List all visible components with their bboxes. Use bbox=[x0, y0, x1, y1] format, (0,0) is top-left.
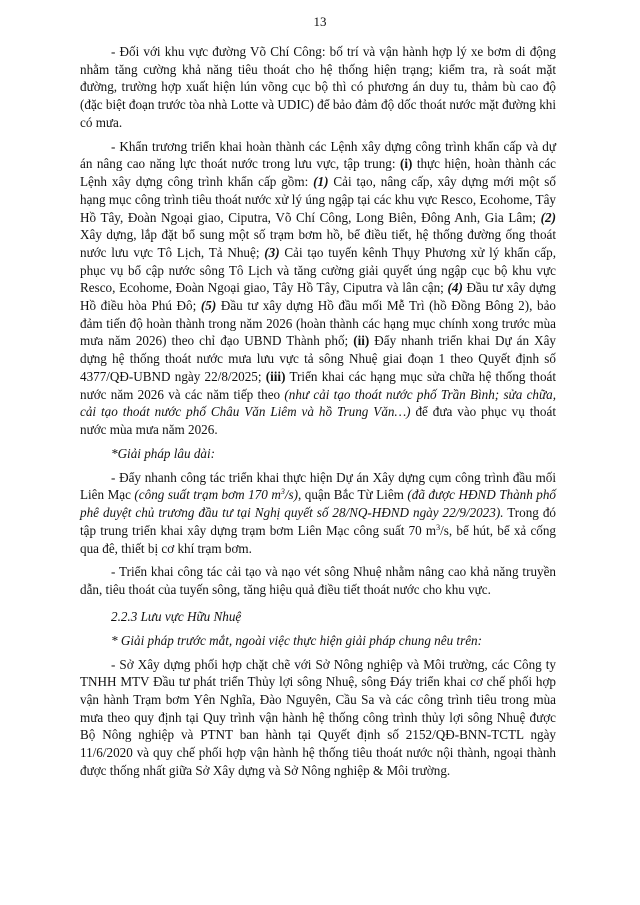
item-marker: (iii) bbox=[265, 368, 286, 384]
heading-long-term: *Giải pháp lâu dài: bbox=[111, 445, 216, 461]
superscript: 3 bbox=[436, 522, 441, 532]
heading-short-term: * Giải pháp trước mắt, ngoài việc thực hiện giải pháp chung nêu trên: bbox=[111, 632, 482, 648]
item-marker: (5) bbox=[200, 298, 217, 314]
heading-section-2-2-3: 2.2.3 Lưu vực Hữu Nhuệ bbox=[111, 608, 242, 624]
paragraph-text: - Triển khai công tác cải tạo và nạo vét sông Nhuệ nhằm nâng cao khả năng truyền dẫn, tiêu thoát của tuyến sông, tăng hiệu quả điều tiết thoát nước cho khu vực. bbox=[80, 564, 556, 598]
superscript: 3 bbox=[280, 487, 285, 497]
paragraph-text: - Sở Xây dựng phối hợp chặt chẽ với Sở Nông nghiệp và Môi trường, các Công ty TNHH MTV Đầu tư phát triển Thủy lợi sông Nhuệ, sông Đáy triển khai cơ chế phối hợp vận hành Trạm bơm Yên Nghĩa, Đào Nguyên, Cầu Sa và các công trình tiêu trong mùa mưa theo quy định tại Quy trình vận hành hệ thống công trình thủy lợi sông Nhuệ được Bộ Nông nghiệp và PTNT ban hành tại Quyết định số 2152/QĐ-BNN-TCTL ngày 11/6/2020 và quy chế phối hợp vận hành hệ thống tiêu thoát nước nội thành, ngoại thành được thống nhất giữa Sở Xây dựng và Sở Nông nghiệp & Môi trường. bbox=[80, 656, 556, 778]
italic-run: (đã được HĐND Thành phố phê duyệt chủ trương đầu tư tại Nghị quyết số 28/NQ-HĐND ngày 22/9/2023). bbox=[80, 487, 556, 521]
text-run: Đầu tư xây dựng Hồ đầu mối Mễ Trì (hồ Đồng Bông 2), bảo đảm tiến độ hoàn thành trong năm 2026 (hoàn thành các hạng mục chính xong trước mùa mưa năm 2026) theo chỉ đạo UBND Thành phố; bbox=[80, 298, 556, 349]
paragraph-vo-chi-cong bbox=[80, 43, 556, 132]
item-marker: (2) bbox=[540, 209, 556, 225]
paragraph-nhue-river bbox=[80, 563, 556, 598]
text-run: Trong đó tập trung triển khai xây dựng trạm bơm Liên Mạc công suất 70 m bbox=[80, 505, 556, 538]
paragraph-lien-mac bbox=[80, 469, 556, 558]
text-run: /s) bbox=[284, 487, 298, 503]
text-run: Đầu tư xây dựng Hồ điều hòa Phú Đô; bbox=[80, 280, 556, 314]
paragraph-coordination bbox=[80, 656, 556, 780]
text-run: - Khẩn trương triển khai hoàn thành các Lệnh xây dựng công trình khẩn cấp và dự án nâng cao năng lực thoát nước trong lưu vực, tập trung: bbox=[80, 138, 556, 172]
text-run: Triển khai các hạng mục sửa chữa hệ thống thoát nước năm 2026 và các năm tiếp theo bbox=[80, 368, 556, 402]
text-run: Cải tạo tuyến kênh Thụy Phương xử lý khẩn cấp, phục vụ bổ cập nước sông Tô Lịch và tăng cường giải quyết úng ngập cục bộ khu vực Resco, Ecohome, Đoàn Ngoại giao, Tây Hồ Tây, Ciputra và lân cận; bbox=[80, 244, 556, 296]
paragraph-text: - Đối với khu vực đường Võ Chí Công: bố trí và vận hành hợp lý xe bơm di động nhằm tăng cường khả năng tiêu thoát cho hệ thống hiện trạng; kiểm tra, rà soát mặt đường, trường hợp xuất hiện lún võng cục bộ thì có phương án duy tu, thảm bù cao độ (đặc biệt đoạn trước tòa nhà Lotte và UDIC) để bảo đảm độ dốc thoát nước mặt đường khi có mưa. bbox=[80, 44, 556, 130]
text-run: (công suất trạm bơm 170 m bbox=[134, 487, 281, 503]
page-number: 13 bbox=[313, 14, 327, 29]
text-run: Xây dựng, lắp đặt bổ sung một số trạm bơm hồ, bể điều tiết, hệ thống đường ống thoát nước lưu vực Tô Lịch, Tả Nhuệ; bbox=[80, 227, 556, 260]
text-run: thực hiện, hoàn thành các Lệnh xây dựng công trình khẩn cấp gồm: bbox=[80, 156, 556, 190]
text-run: - Đẩy nhanh công tác triển khai thực hiện Dự án Xây dựng cụm công trình đầu mối Liên Mạc bbox=[80, 469, 556, 503]
text-run: Đẩy nhanh triển khai Dự án Xây dựng hệ thống thoát nước mưa lưu vực tả sông Nhuệ giai đoạn 1 theo Quyết định số 4377/QĐ-UBND ngày 22/8/2025; bbox=[80, 333, 556, 384]
item-marker: (i) bbox=[399, 156, 413, 172]
text-run: để đưa vào phục vụ thoát nước mùa mưa năm 2026. bbox=[80, 404, 556, 437]
text-run: , quận Bắc Từ Liêm bbox=[297, 487, 408, 503]
paragraph-emergency-orders bbox=[80, 138, 556, 439]
italic-run bbox=[134, 487, 298, 502]
item-marker: (3) bbox=[264, 244, 280, 260]
item-marker: (ii) bbox=[353, 333, 370, 349]
document-body bbox=[80, 43, 556, 786]
italic-run: (như cải tạo thoát nước phố Trần Bình; sửa chữa, cải tạo thoát nước phố Châu Văn Liêm và hồ Trung Văn…) bbox=[80, 386, 556, 420]
text-run: Cải tạo, nâng cấp, xây dựng mới một số hạng mục công trình tiêu thoát nước xử lý úng ngập tại các khu vực Resco, Ecohome, Tây Hồ Tây, Đoàn Ngoại giao, Ciputra, Võ Chí Công, Long Biên, Đông Anh, Gia Lâm; bbox=[80, 174, 556, 225]
item-marker: (1) bbox=[313, 174, 329, 190]
item-marker: (4) bbox=[447, 280, 463, 296]
text-run: /s, bể hút, bể xả cống qua đê, thiết bị cơ khí trạm bơm. bbox=[80, 522, 556, 556]
